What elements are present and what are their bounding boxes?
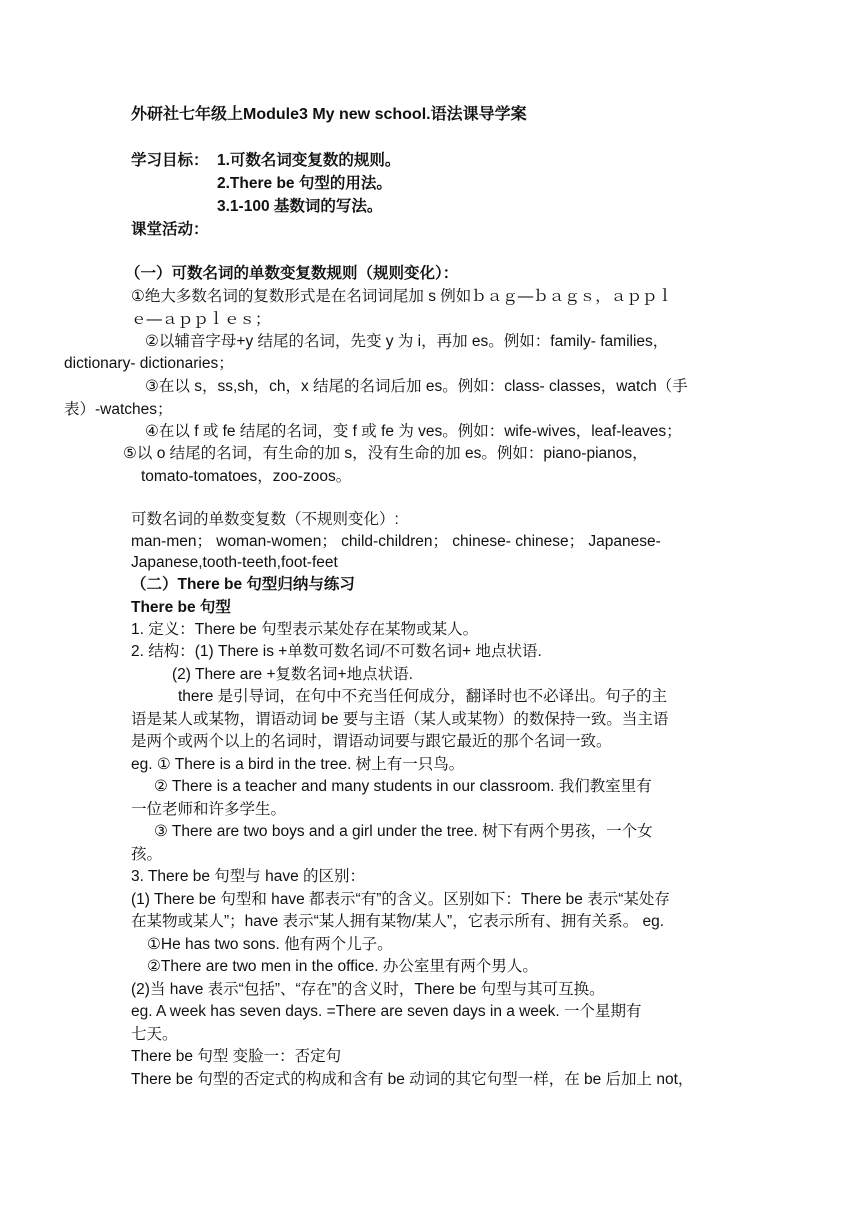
body-line: (1) There be 句型和 have 都表示“有”的含义。区别如下：There be 表示“某处存 (131, 891, 670, 908)
body-line: There be 句型的否定式的构成和含有 be 动词的其它句型一样，在 be 后加上 not， (131, 1071, 694, 1088)
body-line: 语是某人或某物，谓语动词 be 要与主语（某人或某物）的数保持一致。当主语 (131, 711, 669, 728)
body-line: 七天。 (131, 1026, 178, 1043)
irregular-line: Japanese,tooth-teeth,foot-feet (131, 554, 338, 571)
body-line: 在某物或某人”；have 表示“某人拥有某物/某人”，它表示所有、拥有关系。 eg. (131, 913, 665, 930)
section2-heading: （二）There be 句型归纳与练习 (131, 576, 355, 593)
rule-line: ②以辅音字母+y 结尾的名词，先变 y 为 i，再加 es。例如：family- families， (145, 333, 669, 350)
body-line: ②There are two men in the office. 办公室里有两个男人。 (147, 958, 538, 975)
body-line: 是两个或两个以上的名词时，谓语动词要与跟它最近的那个名词一致。 (131, 733, 612, 750)
body-line: there 是引导词，在句中不充当任何成分，翻译时也不必译出。句子的主 (178, 688, 668, 705)
body-line: eg. A week has seven days. =There are seven days in a week. 一个星期有 (131, 1003, 642, 1020)
body-line: (2) There are +复数名词+地点状语. (172, 666, 413, 683)
section1-heading: （一）可数名词的单数变复数规则（规则变化）： (125, 265, 459, 282)
body-line: 孩。 (131, 846, 163, 863)
body-line: (2)当 have 表示“包括”、“存在”的含义时，There be 句型与其可互换。 (131, 981, 605, 998)
rule-line: 表）-watches； (64, 401, 173, 418)
objectives-label: 学习目标： (131, 152, 209, 169)
body-line: There be 句型 变脸一：否定句 (131, 1048, 342, 1065)
irregular-line: man-men； woman-women； child-children； chinese- chinese； Japanese- (131, 533, 661, 550)
body-line: eg. ① There is a bird in the tree. 树上有一只鸟。 (131, 756, 465, 773)
body-line: 2. 结构：(1) There is +单数可数名词/不可数名词+ 地点状语. (131, 643, 542, 660)
rule-line: ｅ—ａｐｐｌｅｓ； (131, 311, 271, 328)
rule-line: dictionary- dictionaries； (64, 355, 234, 372)
irregular-heading: 可数名词的单数变复数（不规则变化）: (131, 511, 399, 528)
document-title: 外研社七年级上Module3 My new school.语法课导学案 (131, 106, 527, 123)
body-line: ①He has two sons. 他有两个儿子。 (147, 936, 393, 953)
body-line: 1. 定义：There be 句型表示某处存在某物或某人。 (131, 621, 479, 638)
objective-item: 2.There be 句型的用法。 (217, 175, 392, 192)
body-line: 3. There be 句型与 have 的区别： (131, 868, 366, 885)
objective-item: 1.可数名词变复数的规则。 (217, 152, 401, 169)
activities-label: 课堂活动： (131, 221, 209, 238)
body-line: ③ There are two boys and a girl under the tree. 树下有两个男孩，一个女 (154, 823, 653, 840)
objective-item: 3.1-100 基数词的写法。 (217, 198, 383, 215)
rule-line: ④在以 f 或 fe 结尾的名词，变 f 或 fe 为 ves。例如：wife-wives，leaf-leaves； (145, 423, 682, 440)
rule-line: ③在以 s，ss,sh，ch，x 结尾的名词后加 es。例如：class- classes，watch（手 (145, 378, 688, 395)
body-line: 一位老师和许多学生。 (131, 801, 287, 818)
rule-line: ①绝大多数名词的复数形式是在名词词尾加 s 例如ｂａｇ—ｂａｇｓ，ａｐｐｌ (131, 288, 673, 305)
body-line: ② There is a teacher and many students in our classroom. 我们教室里有 (154, 778, 652, 795)
rule-line: ⑤以 o 结尾的名词，有生命的加 s，没有生命的加 es。例如：piano-pianos， (123, 445, 648, 462)
section2-subheading: There be 句型 (131, 599, 231, 616)
rule-line: tomato-tomatoes，zoo-zoos。 (141, 468, 352, 485)
